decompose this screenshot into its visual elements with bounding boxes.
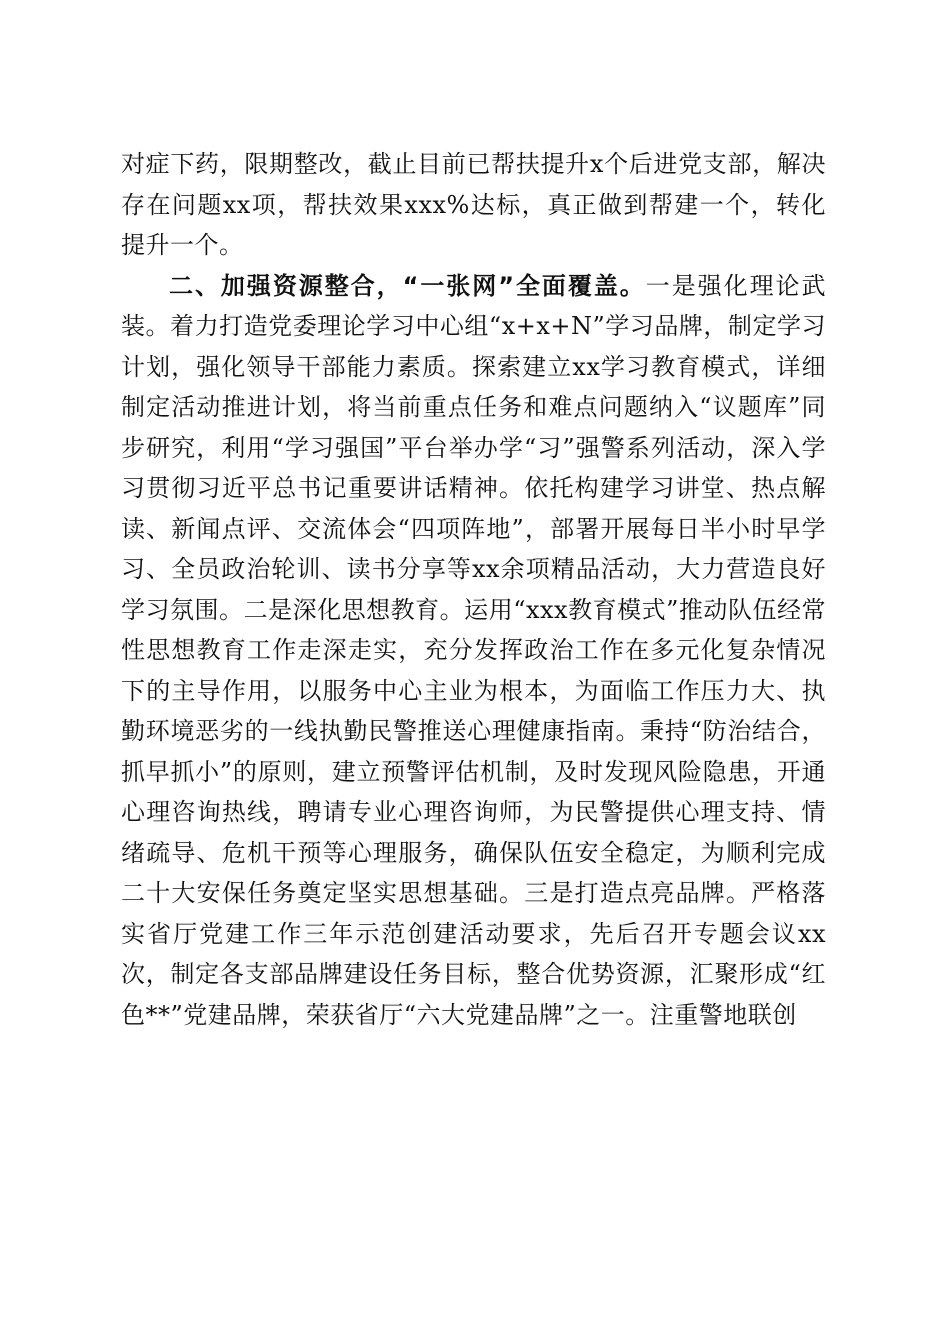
paragraph-resource-integration [121,266,826,1036]
document-body [121,144,826,1035]
section-heading: 二、加强资源整合，“一张网”全面覆盖。 [169,271,646,300]
section-body: 一是强化理论武装。着力打造党委理论学习中心组“x+x+N”学习品牌，制定学习计划，强化领导干部能力素质。探索建立xx学习教育模式，详细制定活动推进计划，将当前重点任务和难点问题纳入“议题库”同步研究，利用“学习强国”平台举办学“习”强警系列活动，深入学习贯彻习近平总书记重要讲话精神。依托构建学习讲堂、热点解读、新闻点评、交流体会“四项阵地”，部署开展每日半小时早学习、全员政治轮训、读书分享等xx余项精品活动，大力营造良好学习氛围。二是深化思想教育。运用“xxx教育模式”推动队伍经常性思想教育工作走深走实，充分发挥政治工作在多元化复杂情况下的主导作用，以服务中心主业为根本，为面临工作压力大、执勤环境恶劣的一线执勤民警推送心理健康指南。秉持“防治结合，抓早抓小”的原则，建立预警评估机制，及时发现风险隐患，开通心理咨询热线，聘请专业心理咨询师，为民警提供心理支持、情绪疏导、危机干预等心理服务，确保队伍安全稳定，为顺利完成二十大安保任务奠定坚实思想基础。三是打造点亮品牌。严格落实省厅党建工作三年示范创建活动要求，先后召开专题会议xx次，制定各支部品牌建设任务目标，整合优势资源，汇聚形成“红色**”党建品牌，荣获省厅“六大党建品牌”之一。注重警地联创 [121,271,826,1029]
paragraph-continued: 对症下药，限期整改，截止目前已帮扶提升x个后进党支部，解决存在问题xx项，帮扶效果xxx%达标，真正做到帮建一个，转化提升一个。 [121,150,826,259]
